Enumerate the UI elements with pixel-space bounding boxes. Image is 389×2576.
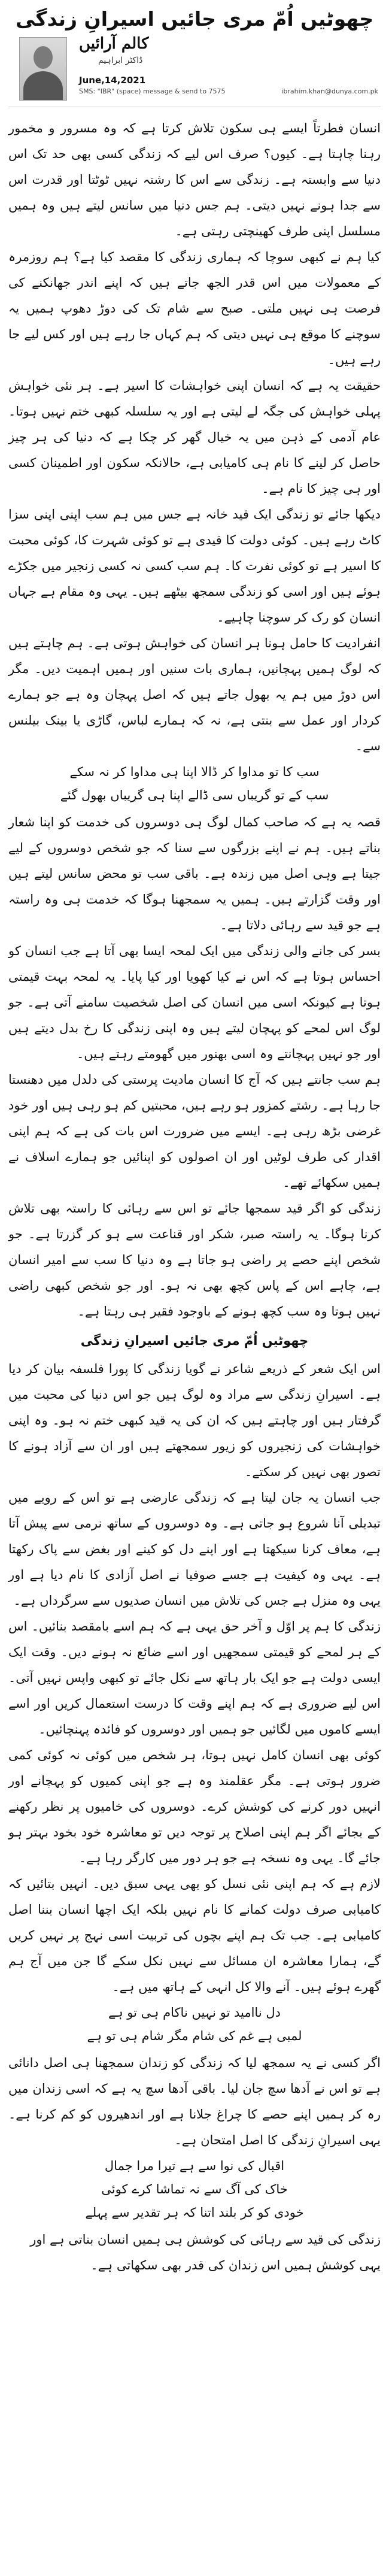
sms-instruction: SMS: "IBR" (space) message & send to 7575	[79, 87, 226, 95]
verse-line: اقبال کی نوا سے ہے تیرا مرا جمال	[104, 2159, 285, 2173]
author-photo-shoulders	[23, 71, 63, 101]
verse-line: سب کا تو مداوا کر ڈالا اپنا ہی مداوا کر نہ سکے	[69, 765, 320, 779]
verse-line: لمبی ہے غم کی شام مگر شام ہی تو ہے	[87, 2029, 302, 2043]
paragraph: کیا ہم نے کبھی سوچا کہ ہماری زندگی کا مقصد کیا ہے؟ ہم روزمرہ کے معمولات میں اس قدر الجھ جاتے ہیں کہ اپنے اندر جھانکنے کی فرصت ہی نہیں ملتی۔ صبح سے شام تک کی دوڑ دھوپ ہمیں یہ سوچنے کا موقع ہی نہیں دیتی کہ ہم کہاں جا رہے ہیں اور کس لیے جا رہے ہیں۔	[8, 250, 381, 367]
author-name: ڈاکٹر ابراہیم	[98, 56, 143, 65]
paragraph: اگر کسی نے یہ سمجھ لیا کہ زندگی کو زندان سمجھنا ہی اصل دانائی ہے تو اس نے آدھا سچ جان لیا۔ باقی آدھا سچ یہ ہے کہ اسی زندان میں رہ کر ہمیں اپنے حصے کا چراغ جلانا ہے اور اندھیروں کو کم کرنا ہے۔ یہی اسیرانِ زندگی کا اصل امتحان ہے۔	[8, 2056, 381, 2147]
author-photo	[19, 37, 67, 101]
paragraph: زندگی کو اگر قید سمجھا جائے تو اس سے رہائی کا راستہ بھی تلاش کرنا ہوگا۔ یہ راستہ صبر، شکر اور قناعت سے ہو کر گزرتا ہے۔ جو شخص اپنے حصے پر راضی ہو جاتا ہے وہ دنیا کا سب سے امیر انسان ہے، چاہے اس کے پاس کچھ بھی نہ ہو۔ اور جو شخص کبھی راضی نہیں ہوتا وہ سب کچھ ہونے کے باوجود فقیر ہی رہتا ہے۔	[8, 1201, 381, 1319]
paragraph: لازم ہے کہ ہم اپنی نئی نسل کو بھی یہی سبق دیں۔ انہیں بتائیں کہ کامیابی صرف دولت کمانے کا نام نہیں بلکہ ایک اچھا انسان بننا اصل کامیابی ہے۔ جب تک ہم اپنے بچوں کی تربیت اسی نہج پر نہیں کریں گے، ہمارا معاشرہ ان مسائل سے نہیں نکل سکے گا جن میں آج ہم گھرے ہوئے ہیں۔ آنے والا کل انہی کے ہاتھ میں ہے۔	[8, 1877, 381, 1994]
verse-line: سب کے تو گریباں سی ڈالے اپنا ہی گریباں بھول گئے	[60, 788, 329, 802]
paragraph: زندگی کا ہم پر اوّل و آخر حق یہی ہے کہ ہم اسے بامقصد بنائیں۔ اس کے ہر لمحے کو قیمتی سمجھیں اور اسے ضائع نہ ہونے دیں۔ وقت ایک ایسی دولت ہے جو ایک بار ہاتھ سے نکل جائے تو کبھی واپس نہیں آتی۔ اس لیے ضروری ہے کہ ہم اپنے وقت کا درست استعمال کریں اور اسے ایسے کاموں میں لگائیں جو ہمیں اور دوسروں کو فائدہ پہنچائیں۔	[8, 1619, 381, 1736]
paragraph: کوئی بھی انسان کامل نہیں ہوتا، ہر شخص میں کوئی نہ کوئی کمی ضرور ہوتی ہے۔ مگر عقلمند وہ ہے جو اپنی کمیوں کو پہچانے اور انہیں دور کرنے کی کوشش کرے۔ دوسروں کی خامیوں پر نظر رکھنے کے بجائے اگر ہم اپنی اصلاح پر توجہ دیں تو معاشرہ خود بخود بہتر ہو جائے گا۔ یہی وہ نسخہ ہے جو ہر دور میں کارگر رہا ہے۔	[8, 1748, 381, 1865]
article-body	[8, 107, 381, 2278]
author-email: ibrahim.khan@dunya.com.pk	[281, 87, 378, 95]
article-headline: چھوٹیں اُمّ مری جائیں اسیرانِ زندگی	[16, 7, 373, 31]
section-subheading: چھوٹیں اُمّ مری جائیں اسیرانِ زندگی	[80, 1334, 309, 1348]
verse-block	[8, 760, 381, 807]
paragraph: بسر کی جانے والی زندگی میں ایک لمحہ ایسا بھی آتا ہے جب انسان کو احساس ہوتا ہے کہ اس نے کیا کھویا اور کیا پایا۔ یہ لمحہ بہت قیمتی ہوتا ہے کیونکہ اسی میں انسان کی اصل شخصیت سامنے آتی ہے۔ جو لوگ اس لمحے کو پہچان لیتے ہیں وہ اپنی زندگی کا رخ بدل دیتے ہیں اور جو نہیں پہچانتے وہ اسی بھنور میں گھومتے رہتے ہیں۔	[8, 944, 381, 1061]
closing-line: زندگی کی قید سے رہائی کی کوشش ہی ہمیں انسان بناتی ہے اور یہی کوشش ہمیں اس زندان کی قدر بھی سکھاتی ہے۔	[30, 2232, 381, 2272]
paragraph: حقیقت یہ ہے کہ انسان اپنی خواہشات کا اسیر ہے۔ ہر نئی خواہش پہلی خواہش کی جگہ لے لیتی ہے اور یہ سلسلہ کبھی ختم نہیں ہوتا۔ عام آدمی کے ذہن میں یہ خیال گھر کر چکا ہے کہ دنیا کی ہر چیز حاصل کر لینے کا نام ہی کامیابی ہے، حالانکہ سکون اور اطمینان کسی اور ہی چیز کا نام ہے۔	[8, 378, 381, 496]
paragraph: انسان فطرتاً ایسے ہی سکون تلاش کرتا ہے کہ وہ مسرور و مخمور رہنا چاہتا ہے۔ کیوں؟ صرف اس لیے کہ زندگی کسی بھی حد تک اس دنیا سے وابستہ ہے۔ زندگی سے اس کا رشتہ نہیں ٹوٹتا اور قدرت اس سے جدا ہونے نہیں دیتی۔ ہم جس دنیا میں سانس لیتے ہیں وہ ہمیں مسلسل اپنی طرف کھینچتی رہتی ہے۔	[8, 121, 381, 238]
paragraph: قصہ یہ ہے کہ صاحب کمال لوگ ہی دوسروں کی خدمت کو اپنا شعار بناتے ہیں۔ ہم نے اپنے بزرگوں سے سنا کہ جو شخص دوسروں کے لیے جیتا ہے وہی اصل میں زندہ ہے۔ باقی سب تو محض سانس لیتے ہیں اور وقت گزارتے ہیں۔ ہمیں یہ سمجھنا ہوگا کہ خدمت ہی وہ راستہ ہے جو قید سے رہائی دلاتا ہے۔	[8, 815, 381, 932]
paragraph: اس ایک شعر کے ذریعے شاعر نے گویا زندگی کا پورا فلسفہ بیان کر دیا ہے۔ اسیرانِ زندگی سے مراد وہ لوگ ہیں جو اس دنیا کی محبت میں گرفتار ہیں اور چاہتے ہیں کہ ان کی یہ قید کبھی ختم نہ ہو۔ وہ اپنی خواہشات کی زنجیروں کو زیور سمجھتے ہیں اور ان سے آزاد ہونے کا تصور بھی نہیں کر سکتے۔	[8, 1362, 381, 1479]
verse-line: دل ناامید تو نہیں ناکام ہی تو ہے	[108, 2005, 281, 2020]
author-photo-head	[34, 46, 53, 69]
verse-line: خودی کو کر بلند اتنا کہ ہر تقدیر سے پہلے	[85, 2205, 304, 2220]
article-header	[8, 0, 381, 107]
paragraph: انفرادیت کا حامل ہونا ہر انسان کی خواہش ہوتی ہے۔ ہم چاہتے ہیں کہ لوگ ہمیں پہچانیں، ہماری بات سنیں اور ہمیں اہمیت دیں۔ مگر اس دوڑ میں ہم یہ بھول جاتے ہیں کہ اصل پہچان وہ ہے جو ہمارے کردار اور عمل سے بنتی ہے، نہ کہ ہمارے لباس، گاڑی یا بینک بیلنس سے۔	[8, 636, 381, 753]
column-logo: کالم آرائیں	[79, 35, 149, 53]
verse-line: خاک کی آگ سے نہ تماشا کرے کوئی	[101, 2182, 288, 2196]
paragraph: دیکھا جائے تو زندگی ایک قید خانہ ہے جس میں ہم سب اپنی اپنی سزا کاٹ رہے ہیں۔ کوئی دولت کا قیدی ہے تو کوئی شہرت کا، کوئی محبت کا اسیر ہے تو کوئی نفرت کا۔ ہم سب کسی نہ کسی زنجیر میں جکڑے ہوئے ہیں اور اسی کو زندگی سمجھ بیٹھے ہیں۔ یہی وہ مقام ہے جہاں انسان کو رک کر سوچنا چاہیے۔	[8, 507, 381, 625]
publish-date: June,14,2021	[79, 75, 146, 86]
verse-block	[8, 2001, 381, 2048]
verse-block	[8, 2154, 381, 2225]
paragraph: جب انسان یہ جان لیتا ہے کہ زندگی عارضی ہے تو اس کے رویے میں تبدیلی آنا شروع ہو جاتی ہے۔ وہ دوسروں کے ساتھ نرمی سے پیش آتا ہے، معاف کرنا سیکھتا ہے اور اپنے دل کو کینے اور بغض سے پاک رکھتا ہے۔ یہی وہ کیفیت ہے جسے صوفیا نے اصل آزادی کا نام دیا ہے اور یہی وہ منزل ہے جس کی تلاش میں انسان صدیوں سے سرگرداں ہے۔	[8, 1490, 381, 1608]
paragraph: ہم سب جانتے ہیں کہ آج کا انسان مادیت پرستی کی دلدل میں دھنستا جا رہا ہے۔ رشتے کمزور ہو رہے ہیں، محبتیں کم ہو رہی ہیں اور خود غرضی بڑھ رہی ہے۔ ایسے میں ضرورت اس بات کی ہے کہ ہم اپنی اقدار کی طرف لوٹیں اور ان اصولوں کو اپنائیں جو ہمارے اسلاف نے ہمیں سکھائے تھے۔	[8, 1072, 381, 1190]
